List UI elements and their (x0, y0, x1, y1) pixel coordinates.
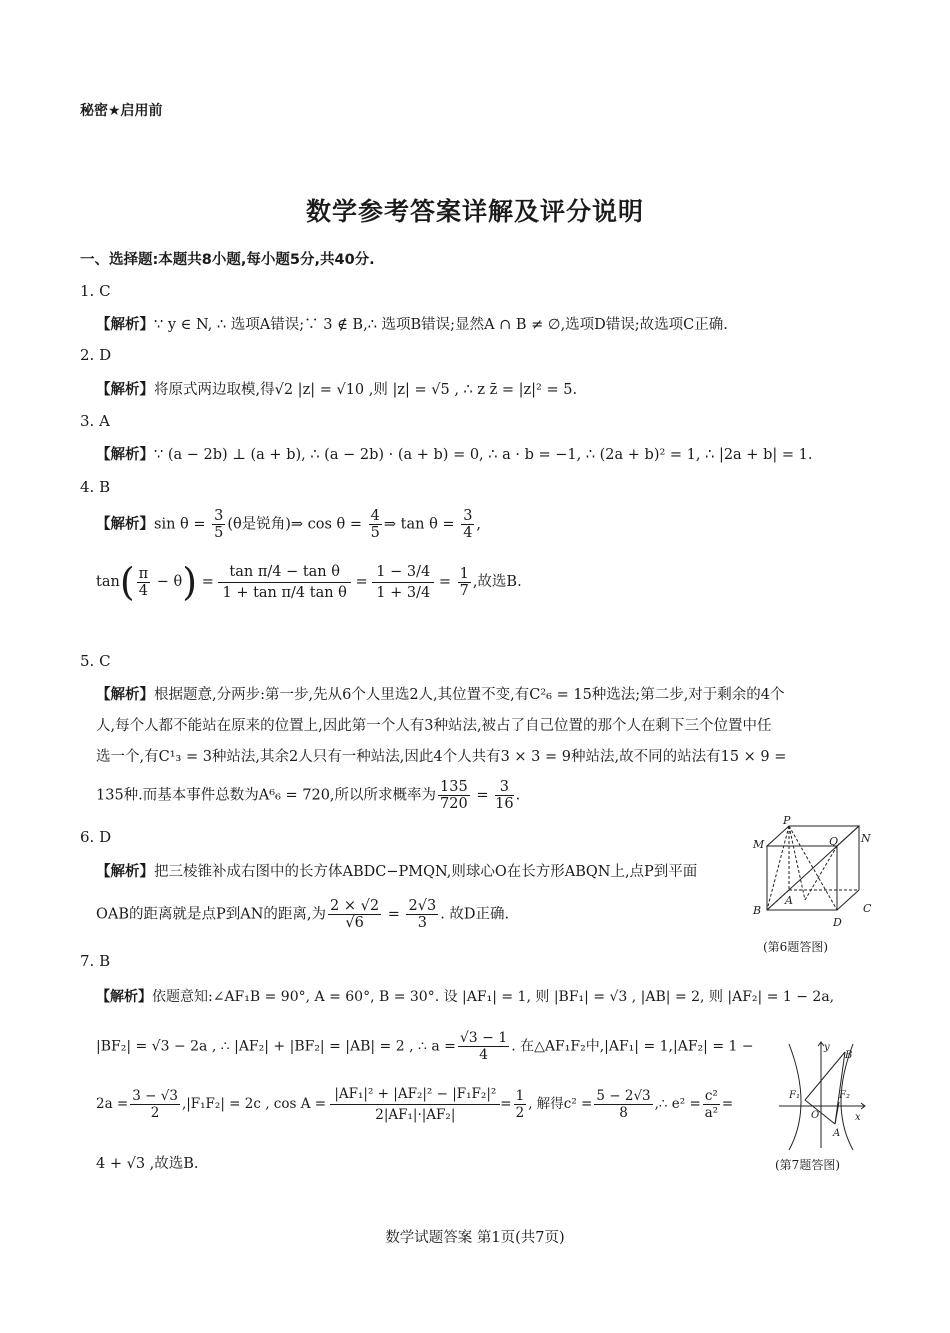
label-y: y (824, 1042, 830, 1053)
q4-line2: tan( $\frac{\pi}{4}$ − θ) = $\frac{\text{tan π/4 − tan θ}}{\text{1 + tan π/4 tan θ}}$ = $\frac{1 - 3/4}{1 + 3/4}$ = $\frac{1}{7}$ ,故选B. (96, 560, 522, 604)
q6-text-2: OAB的距离就是点P到AN的距离,为 (96, 906, 327, 923)
period: . (515, 787, 521, 804)
q7-line3 (96, 1086, 733, 1123)
q6-line2: OAB的距离就是点P到AN的距离,为 $\frac{2 \times √2}{√6}$ = $\frac{2√3}{3}$ . 故D正确. (96, 898, 510, 931)
q4-tan: ⇒ tan θ = (383, 516, 455, 533)
q4-cos: (θ是锐角)⇒ cos θ = (227, 516, 363, 533)
fraction: $\frac{\pi}{4}$ (138, 565, 149, 599)
minus-theta: − θ (156, 574, 183, 590)
q5-text-1: 根据题意,分两步:第一步,先从6个人里选2人,其位置不变,有C²₆ = 15种选法;第二步,对于剩余的4个 (154, 687, 785, 703)
q6-text-1: 把三棱锥补成右图中的长方体ABDC−PMQN,则球心O在长方形ABQN上,点P到平面 (154, 864, 698, 880)
fraction: $\frac{√3 - 1}{4}$ (459, 1030, 508, 1063)
fraction: $\frac{4}{5}$ (370, 508, 380, 541)
analysis-tag: 【解析】 (96, 989, 152, 1005)
label-O: O (811, 1110, 820, 1121)
q4-sin: sin θ = (154, 516, 206, 533)
analysis-tag: 【解析】 (96, 864, 154, 880)
q3-text: ∵ (a − 2b) ⊥ (a + b), ∴ (a − 2b) · (a + b) = 0, ∴ a · b = −1, ∴ (2a + b)² = 1, ∴ |2a + b| = 1. (154, 447, 813, 463)
label-F2: F₂ (839, 1090, 850, 1101)
q5-line2: 人,每个人都不能站在原来的位置上,因此第一个人有3种站法,被占了自己位置的那个人在剩下三个位置中任 (96, 718, 772, 734)
q6-line1 (96, 860, 697, 881)
page-footer: 数学试题答案 第1页(共7页) (385, 1230, 565, 1246)
fraction: $\frac{3 - √3}{2}$ (132, 1088, 178, 1121)
big-fraction: $\frac{\text{|AF₁|² + |AF₂|² − |F₁F₂|²}}{\text{2|AF₁|·|AF₂|}}$ (330, 1086, 500, 1123)
q3-analysis (96, 443, 812, 464)
q5-text-4: 135种.而基本事件总数为A⁶₆ = 720,所以所求概率为 (96, 787, 437, 804)
fraction: $\frac{3}{4}$ (463, 508, 473, 541)
fraction: $\frac{1}{2}$ (515, 1088, 525, 1121)
q3-answer: 3. A (80, 412, 110, 430)
q7-text-1: 依题意知:∠AF₁B = 90°, A = 60°, B = 30°. 设 |AF₁| = 1, 则 |BF₁| = √3 , |AB| = 2, 则 |AF₂| = 1 − 2a, (152, 989, 835, 1005)
tan-label: tan (96, 574, 120, 590)
label-D: D (833, 916, 842, 929)
label-F1: F₁ (789, 1090, 800, 1101)
label-Q: Q (829, 835, 839, 848)
label-P: P (783, 814, 791, 827)
q7-text-2: |BF₂| = √3 − 2a , ∴ |AF₂| + |BF₂| = |AB| = 2 , ∴ a = (96, 1038, 456, 1055)
label-A: A (833, 1128, 841, 1139)
analysis-tag: 【解析】 (96, 687, 154, 703)
q7-answer: 7. B (80, 952, 111, 970)
q5-line1 (96, 683, 785, 704)
q6-cuboid-figure (745, 812, 875, 932)
confidential-label: 秘密★启用前 (80, 103, 163, 119)
analysis-tag: 【解析】 (96, 317, 154, 333)
fraction: $\frac{2 \times √2}{√6}$ (330, 898, 380, 931)
q2-analysis (96, 378, 577, 399)
q7-figure-caption: (第7题答图) (775, 1158, 840, 1172)
q7-line4: 4 + √3 ,故选B. (96, 1156, 199, 1172)
fraction: $\frac{135}{720}$ (440, 779, 468, 812)
q1-answer: 1. C (80, 282, 111, 300)
page-title: 数学参考答案详解及评分说明 (305, 197, 644, 226)
label-M: M (753, 838, 765, 851)
label-x: x (855, 1112, 861, 1123)
label-B: B (753, 904, 762, 917)
q1-analysis (96, 313, 728, 334)
analysis-tag: 【解析】 (96, 382, 154, 398)
q7-line2 (96, 1030, 754, 1063)
big-fraction: $\frac{\text{tan π/4 − tan θ}}{\text{1 + tan π/4 tan θ}}$ (218, 564, 350, 601)
q5-line4: 135种.而基本事件总数为A⁶₆ = 720,所以所求概率为 $\frac{135}{720}$ = $\frac{3}{16}$ . (96, 779, 521, 812)
fraction: $\frac{\text{c²}}{\text{a²}}$ (704, 1088, 719, 1121)
q7-line1 (96, 986, 834, 1006)
analysis-tag: 【解析】 (96, 516, 154, 533)
q4-line1 (96, 508, 481, 541)
section-heading: 一、选择题:本题共8小题,每小题5分,共40分. (80, 252, 375, 268)
q4-conclusion: ,故选B. (472, 574, 522, 590)
q1-text: ∵ y ∈ N, ∴ 选项A错误;∵ 3 ∉ B,∴ 选项B错误;显然A ∩ B ≠ ∅,选项D错误;故选项C正确. (154, 317, 728, 333)
q6-answer: 6. D (80, 828, 112, 846)
q6-figure-caption: (第6题答图) (763, 940, 828, 954)
fraction: $\frac{1}{7}$ (459, 565, 469, 599)
q7-e2: ,∴ e² = (654, 1096, 701, 1112)
fraction: $\frac{5 - 2√3}{8}$ (596, 1088, 651, 1121)
q7-text-2b: . 在△AF₁F₂中,|AF₁| = 1,|AF₂| = 1 − (511, 1038, 754, 1055)
fraction: $\frac{3}{5}$ (214, 508, 224, 541)
q4-answer: 4. B (80, 478, 111, 496)
label-A: A (785, 894, 793, 907)
analysis-tag: 【解析】 (96, 447, 154, 463)
fraction: $\frac{3}{16}$ (495, 779, 514, 812)
q7-2a: 2a = (96, 1096, 129, 1112)
q2-text: 将原式两边取模,得√2 |z| = √10 ,则 |z| = √5 , ∴ z z̄ = |z|² = 5. (154, 382, 578, 398)
fraction: $\frac{2√3}{3}$ (408, 898, 437, 931)
q2-answer: 2. D (80, 346, 112, 364)
q7-hyperbola-figure (775, 1040, 870, 1152)
q7-solve: , 解得c² = (528, 1096, 593, 1112)
q5-answer: 5. C (80, 652, 111, 670)
label-N: N (861, 832, 871, 845)
q7-cosA: ,|F₁F₂| = 2c , cos A = (181, 1096, 327, 1112)
label-C: C (863, 902, 872, 915)
q5-line3: 选一个,有C¹₃ = 3种站法,其余2人只有一种站法,因此4个人共有3 × 3 = 9种站法,故不同的站法有15 × 9 = (96, 749, 787, 765)
big-fraction: $\frac{1 - 3/4}{1 + 3/4}$ (372, 564, 434, 601)
label-B: B (845, 1050, 853, 1061)
comma: , (476, 516, 482, 533)
equals: = (721, 1096, 734, 1112)
equals: = (500, 1096, 512, 1112)
q6-conclusion: . 故D正确. (440, 906, 510, 923)
